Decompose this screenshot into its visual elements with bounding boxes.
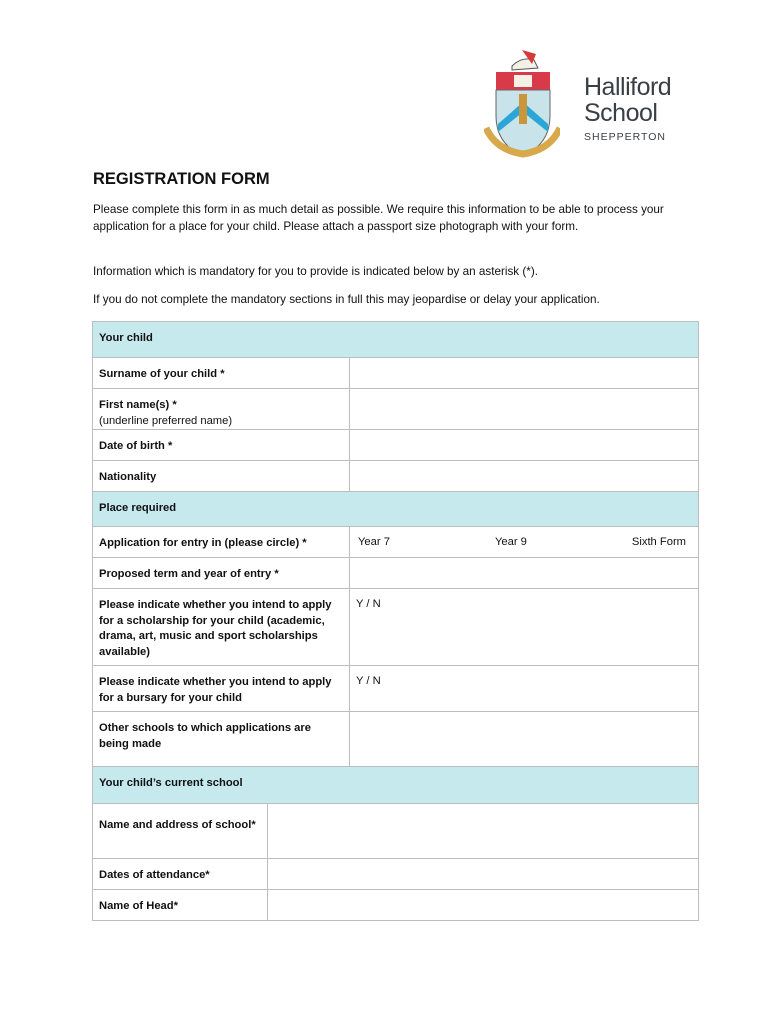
school-name-address-label: Name and address of school*: [93, 804, 268, 859]
application-entry-label: Application for entry in (please circle) *: [93, 527, 350, 558]
scholarship-label: Please indicate whether you intend to apply for a scholarship for your child (academic, drama, art, music and sport scholarships available): [93, 589, 350, 666]
dates-attendance-label: Dates of attendance*: [93, 859, 268, 890]
proposed-term-field[interactable]: [350, 558, 699, 589]
entry-options-field[interactable]: [350, 527, 699, 558]
dates-attendance-field[interactable]: [268, 859, 699, 890]
school-name-address-field[interactable]: [268, 804, 699, 859]
first-names-text: First name(s) *: [99, 399, 177, 411]
bursary-label: Please indicate whether you intend to apply for a bursary for your child: [93, 666, 350, 712]
entry-option-year-7[interactable]: Year 7: [358, 536, 390, 548]
school-name-logo: [584, 74, 671, 143]
warning-text: If you do not complete the mandatory sections in full this may jeopardise or delay your application.: [93, 293, 600, 306]
name-of-head-label: Name of Head*: [93, 890, 268, 921]
form-title: REGISTRATION FORM: [93, 170, 270, 188]
school-crest-logo: [484, 44, 560, 160]
registration-table: [92, 321, 699, 921]
entry-option-sixth-form[interactable]: Sixth Form: [631, 536, 686, 548]
section-your-child: Your child: [93, 322, 699, 358]
dob-label: Date of birth *: [93, 430, 350, 461]
mandatory-note: Information which is mandatory for you to provide is indicated below by an asterisk (*).: [93, 265, 538, 278]
other-schools-label: Other schools to which applications are being made: [93, 712, 350, 767]
section-place-required: Place required: [93, 492, 699, 527]
logo-line-1: Halliford: [584, 73, 672, 101]
name-of-head-field[interactable]: [268, 890, 699, 921]
proposed-term-label: Proposed term and year of entry *: [93, 558, 350, 589]
first-names-note: (underline preferred name): [99, 414, 233, 427]
other-schools-field[interactable]: [350, 712, 699, 767]
dob-field[interactable]: [350, 430, 699, 461]
bursary-field[interactable]: Y / N: [350, 666, 699, 712]
surname-field[interactable]: [350, 358, 699, 389]
nationality-field[interactable]: [350, 461, 699, 492]
surname-label: Surname of your child *: [93, 358, 350, 389]
first-names-field[interactable]: [350, 389, 699, 430]
section-current-school: Your child’s current school: [93, 767, 699, 804]
intro-text: Please complete this form in as much detail as possible. We require this information to be able to process your application for a place for your child. Please attach a passport size photograph with your form.: [93, 203, 664, 233]
first-names-label: [93, 389, 350, 430]
entry-option-year-9[interactable]: Year 9: [494, 536, 527, 548]
scholarship-field[interactable]: Y / N: [350, 589, 699, 666]
nationality-label: Nationality: [93, 461, 350, 492]
logo-line-2: School: [584, 99, 658, 127]
logo-line-3: SHEPPERTON: [584, 131, 666, 143]
